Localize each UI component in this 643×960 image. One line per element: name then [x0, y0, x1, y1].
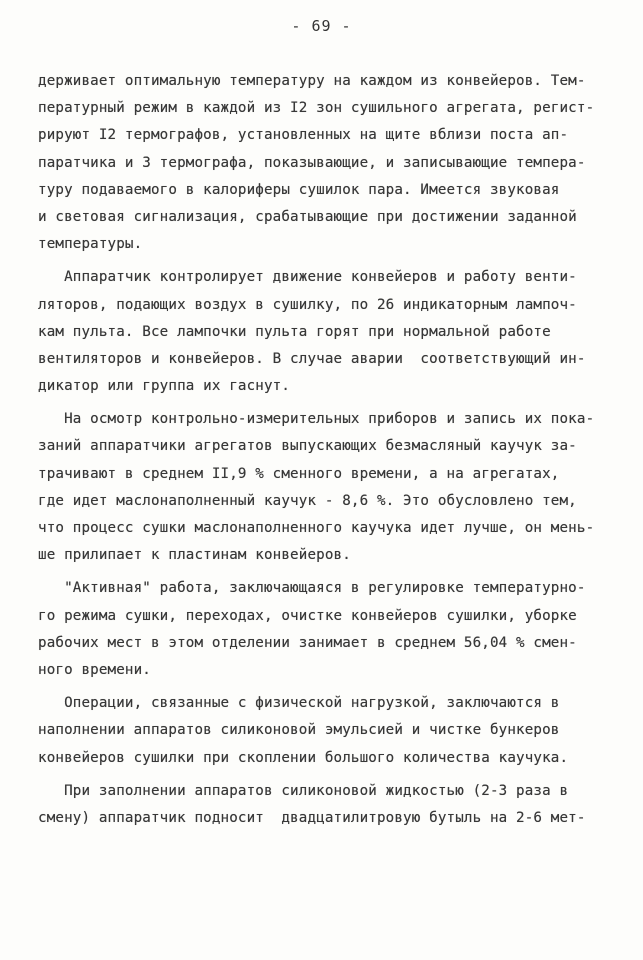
paragraph-6 — [38, 778, 598, 832]
paragraph-4 — [38, 575, 598, 684]
text-line: рабочих мест в этом отделении занимает в среднем 56,04 % смен- — [38, 634, 577, 651]
paragraph-3 — [38, 406, 598, 569]
body-text — [38, 68, 598, 832]
text-line: На осмотр контрольно-измерительных приборов и запись их пока- — [38, 411, 595, 428]
text-line: вентиляторов и конвейеров. В случае аварии соответствующий ин- — [38, 350, 586, 367]
page-number: - 69 - — [291, 17, 352, 35]
text-line: паратчика и 3 термографа, показывающие, и записывающие темпера- — [38, 154, 586, 171]
text-line: ного времени. — [38, 661, 151, 678]
text-line: Аппаратчик контролирует движение конвейеров и работу венти- — [38, 269, 577, 286]
text-line: кам пульта. Все лампочки пульта горят при нормальной работе — [38, 323, 551, 340]
paragraph-5 — [38, 690, 598, 772]
text-line: туру подаваемого в калориферы сушилок пара. Имеется звуковая — [38, 181, 560, 198]
text-line: го режима сушки, переходах, очистке конвейеров сушилки, уборке — [38, 607, 577, 624]
text-line: где идет маслонаполненный каучук - 8,6 %. Это обусловлено тем, — [38, 492, 577, 509]
text-line: держивает оптимальную температуру на каждом из конвейеров. Тем- — [38, 73, 586, 89]
text-line: температуры. — [38, 236, 143, 253]
text-line: "Активная" работа, заключающаяся в регулировке температурно- — [38, 580, 586, 597]
text-line: ше прилипает к пластинам конвейеров. — [38, 547, 351, 564]
text-line: ляторов, подающих воздух в сушилку, по 26 индикаторным лампоч- — [38, 296, 577, 313]
text-line: трачивают в среднем II,9 % сменного времени, а на агрегатах, — [38, 465, 560, 482]
text-line: смену) аппаратчик подносит двадцатилитровую бутыль на 2-6 мет- — [38, 809, 586, 826]
text-line: и световая сигнализация, срабатывающие при достижении заданной — [38, 208, 577, 225]
paragraph-1 — [38, 68, 598, 258]
text-line: рируют I2 термографов, установленных на щите вблизи поста ап- — [38, 127, 569, 144]
text-line: пературный режим в каждой из I2 зон сушильного агрегата, регист- — [38, 100, 595, 117]
text-line: заний аппаратчики агрегатов выпускающих безмасляный каучук за- — [38, 438, 577, 455]
text-line: что процесс сушки маслонаполненного каучука идет лучше, он мень- — [38, 520, 595, 536]
text-line: наполнении аппаратов силиконовой эмульсией и чистке бункеров — [38, 722, 560, 739]
text-line: конвейеров сушилки при скоплении большого количества каучука. — [38, 749, 569, 766]
text-line: При заполнении аппаратов силиконовой жидкостью (2-3 раза в — [38, 782, 569, 799]
text-line: дикатор или группа их гаснут. — [38, 378, 291, 395]
text-line: Операции, связанные с физической нагрузкой, заключаются в — [38, 695, 560, 712]
paragraph-2 — [38, 264, 598, 400]
